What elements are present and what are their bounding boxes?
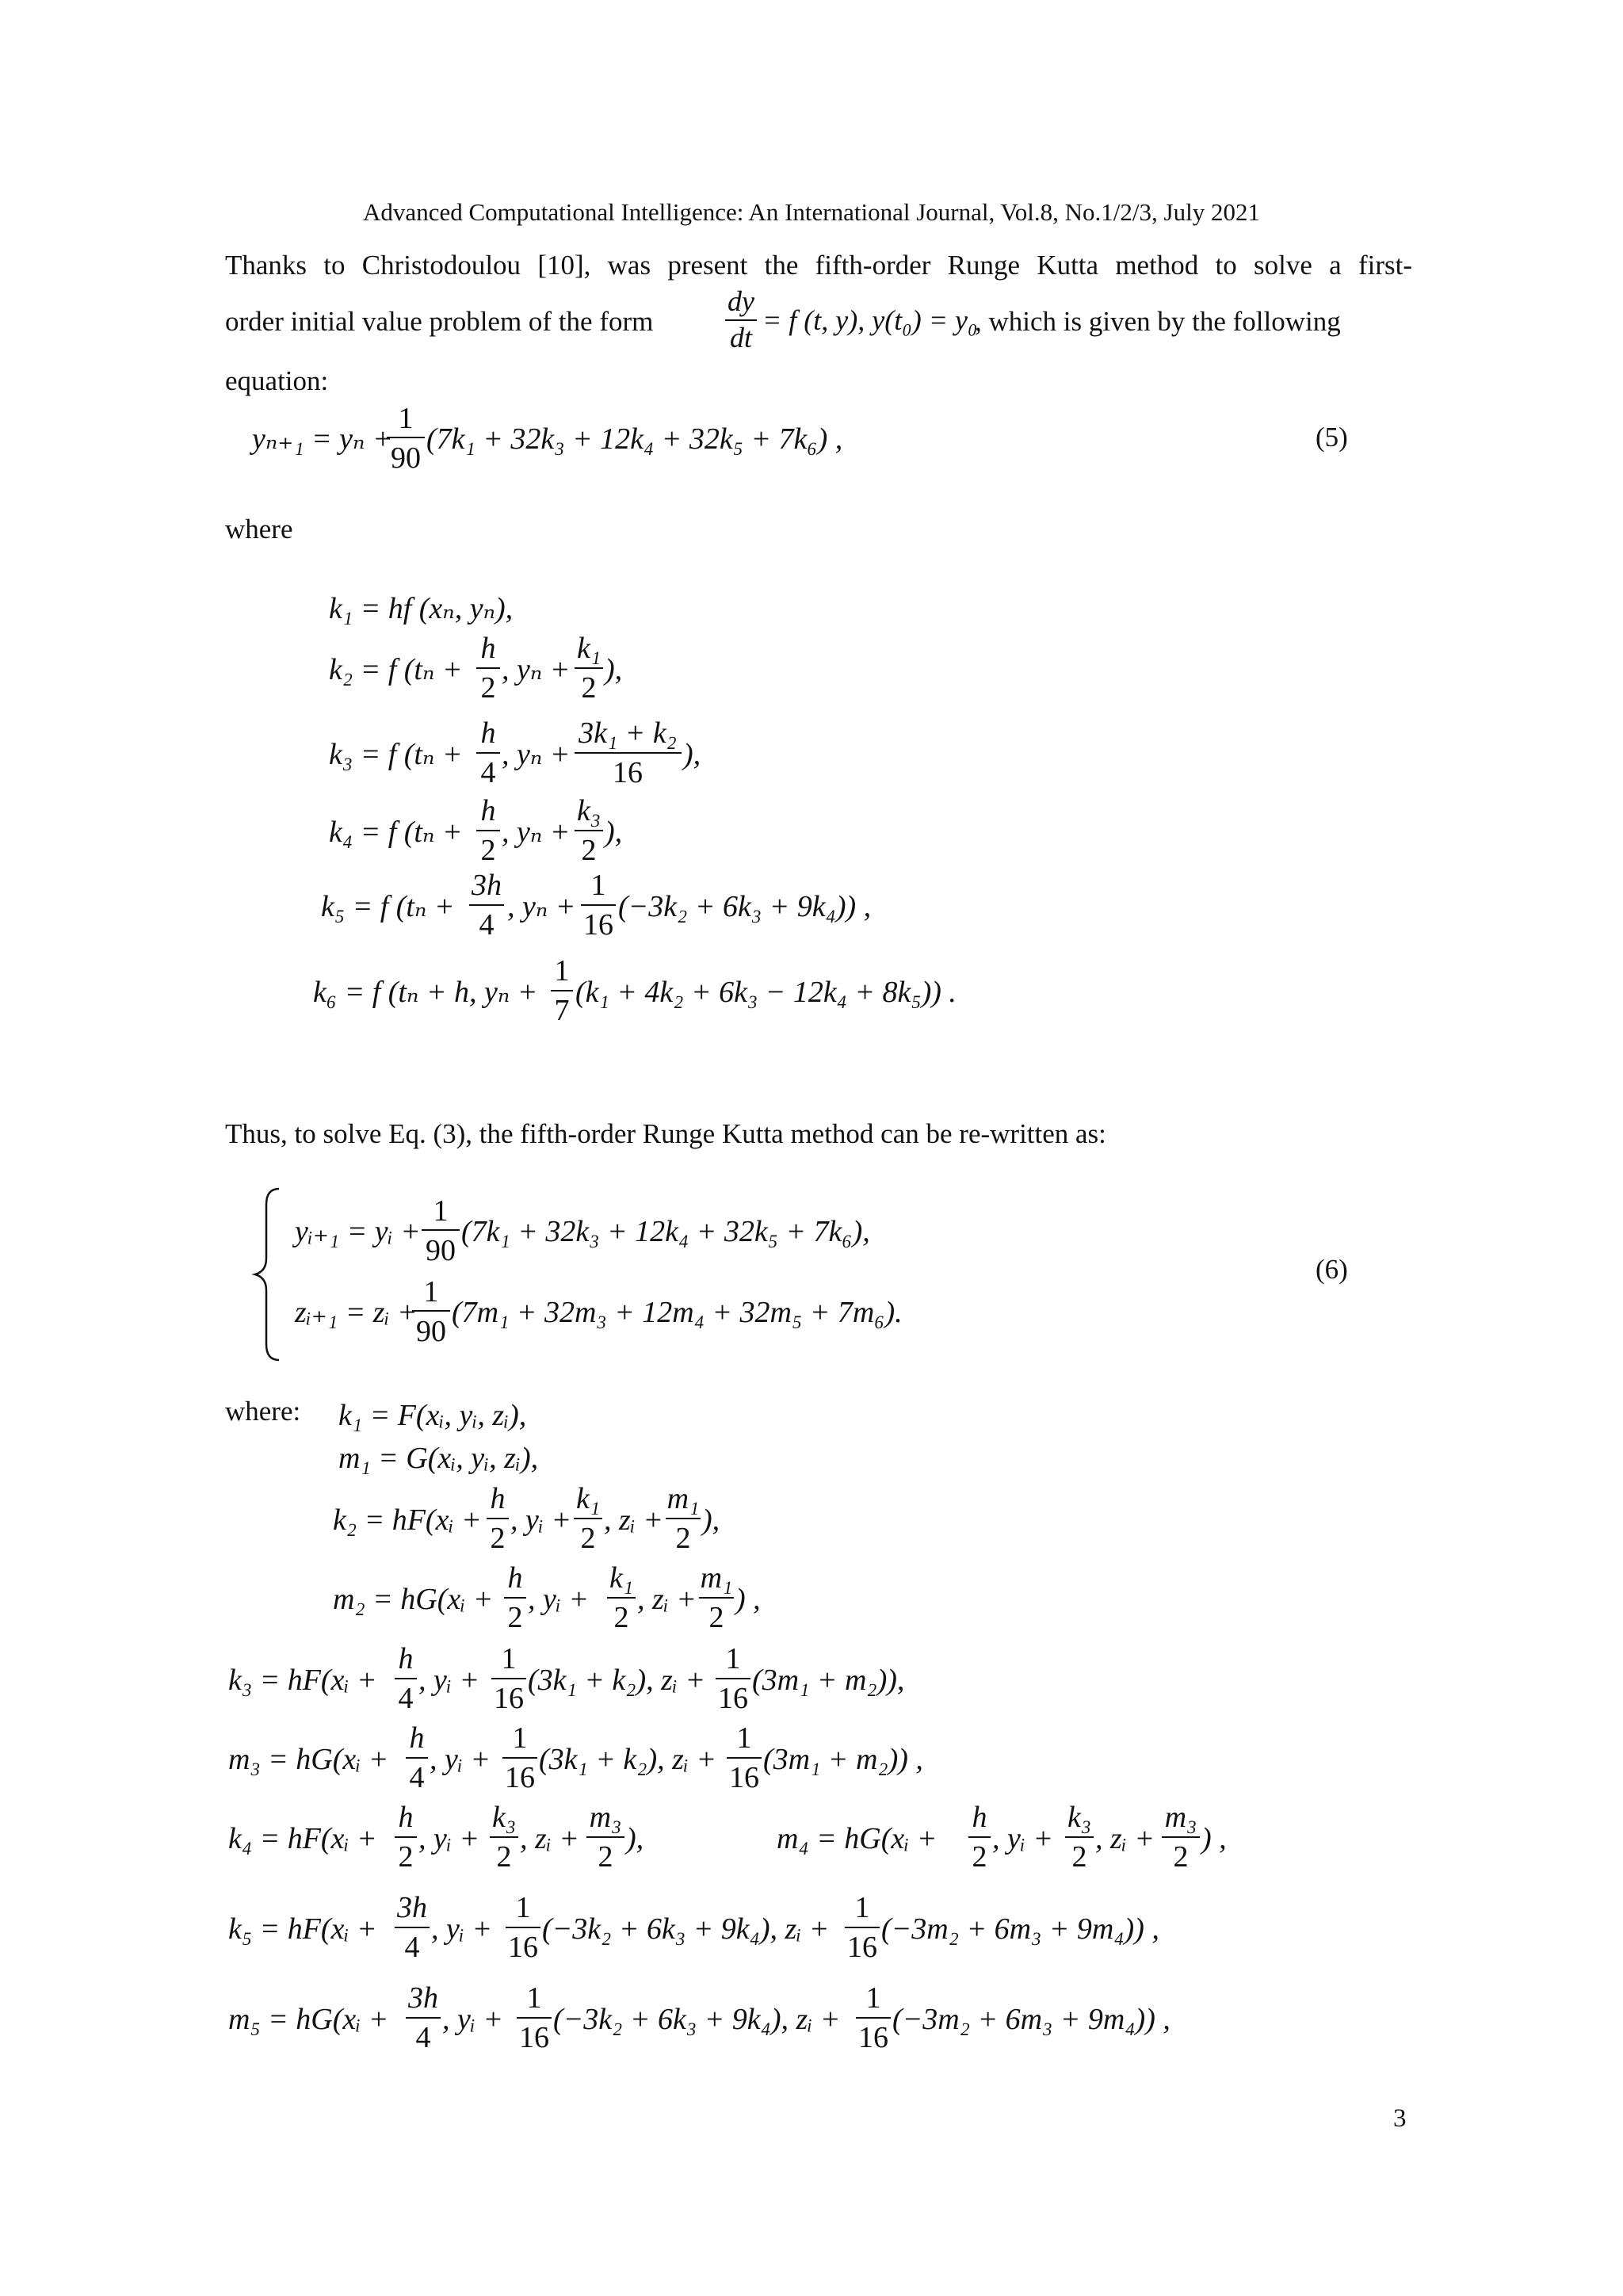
k4-mid: , yₙ + [502,816,571,849]
w-m3-lhs: m₃ = hG(xᵢ + [228,1743,389,1776]
w-k4-c-num: m₃ [589,1801,622,1834]
w-k4-a-num: h [398,1801,414,1834]
where-label: where [225,514,293,544]
page-number: 3 [1393,2104,1407,2133]
k4-a-num: h [480,794,496,827]
w-m3-b-num: 1 [512,1721,528,1755]
equation-5 [249,402,842,475]
eq6-y-rest: (7k₁ + 32k₃ + 12k₄ + 32k₅ + 7k₆), [461,1215,870,1248]
w-k3-end: (3m₁ + m₂)), [752,1664,905,1697]
w-k5-b-num: 1 [515,1891,531,1924]
w-k5-a-den: 4 [404,1931,420,1964]
w-k5-c-den: 16 [847,1931,877,1964]
w-k3-b-num: 1 [501,1642,517,1675]
w-k3-c-num: 1 [725,1642,741,1675]
k5-lhs: k₅ = f (tₙ + [321,890,455,923]
w-k3-mid1: , yᵢ + [418,1664,480,1697]
w-m3-b-den: 16 [505,1761,535,1794]
w-k4-lhs: k₄ = hF(xᵢ + [228,1822,377,1855]
equation-number-5: (5) [1316,422,1348,453]
w-k5-lhs: k₅ = hF(xᵢ + [228,1912,377,1946]
ivp-expression [725,285,978,353]
w-m4-b-den: 2 [1071,1840,1087,1874]
w-m2-b-num: k₁ [609,1561,634,1595]
k2-b-den: 2 [581,671,597,705]
intro-line-2a: order initial value problem of the form [225,306,654,337]
w-m3-a-den: 4 [409,1761,425,1794]
w-m4-c-den: 2 [1173,1840,1189,1874]
k6-b-den: 7 [554,994,570,1027]
equation-number-6: (6) [1316,1254,1348,1285]
intro-line-1: Thanks to Christodoulou [10], was present the fifth-order Runge Kutta method to solve a first- [225,250,1412,281]
k3-end: ), [683,738,701,771]
k3-b-num: 3k₁ + k₂ [579,716,677,750]
w-k3-a-den: 4 [398,1682,414,1715]
w-k4-mid2: , zᵢ + [520,1822,579,1855]
k-definitions [313,592,957,1027]
w-k3-c-den: 16 [718,1682,748,1715]
k2-a-den: 2 [480,671,496,705]
k2-mid: , yₙ + [502,653,571,686]
eq5-lhs: yₙ₊₁ = yₙ + [252,422,393,456]
w-m3-end: (3m₁ + m₂)) , [763,1743,923,1776]
where-definitions [228,1399,1227,2054]
k2-end: ), [605,653,623,686]
w-k5-c-num: 1 [854,1891,870,1924]
k2-b-num: k₁ [576,632,601,665]
intro-line-3: equation: [225,365,329,396]
w-m4-c-num: m₃ [1164,1801,1197,1834]
w-m5-lhs: m₅ = hG(xᵢ + [228,2003,389,2036]
w-k5-end: (−3m₂ + 6m₃ + 9m₄)) , [881,1912,1159,1946]
w-m3-c-num: 1 [736,1721,752,1755]
eq6-y-den: 90 [426,1234,456,1267]
w-m2-mid1: , yᵢ + [528,1583,590,1616]
w-m2-a-den: 2 [507,1601,523,1634]
w-k4-b-num: k₃ [491,1801,517,1834]
w-m2-end: ) , [735,1583,761,1616]
where-colon-label: where: [225,1396,301,1427]
k4-b-den: 2 [581,834,597,867]
w-m2-b-den: 2 [613,1601,629,1634]
w-m5-mid2: (−3k₂ + 6k₃ + 9k₄), zᵢ + [553,2003,841,2036]
w-k2-c-den: 2 [675,1522,691,1555]
equation-6 [255,1189,903,1360]
w-m2-a-num: h [507,1561,523,1595]
w-m5-c-num: 1 [865,1981,881,2015]
k6-b-num: 1 [554,954,570,988]
w-k4-b-den: 2 [496,1840,512,1874]
w-k4-c-den: 2 [598,1840,613,1874]
eq5-frac-den: 90 [391,441,421,475]
system-brace-icon [255,1189,279,1360]
w-k2-a-num: h [490,1482,506,1515]
k5-a-num: 3h [472,869,502,902]
w-k2-c-num: m₁ [666,1482,700,1515]
w-k2-end: ), [702,1503,720,1537]
w-k4-mid1: , yᵢ + [418,1822,480,1855]
k2-a-num: h [480,632,496,665]
w-m4-b-num: k₃ [1067,1801,1092,1834]
w-k5-mid2: (−3k₂ + 6k₃ + 9k₄), zᵢ + [542,1912,830,1946]
k3-mid: , yₙ + [502,738,571,771]
w-m4-lhs: m₄ = hG(xᵢ + [777,1822,938,1855]
k4-b-num: k₃ [576,794,601,827]
eq6-z-rest: (7m₁ + 32m₃ + 12m₄ + 32m₅ + 7m₆). [452,1296,903,1329]
w-m4-mid1: , yᵢ + [992,1822,1054,1855]
w-m5-b-num: 1 [526,1981,542,2015]
k4-end: ), [605,816,623,849]
w-m4-mid2: , zᵢ + [1095,1822,1155,1855]
eq6-y-num: 1 [433,1194,449,1228]
w-m5-a-num: 3h [408,1981,438,2015]
k6-end: (k₁ + 4k₂ + 6k₃ − 12k₄ + 8k₅)) . [575,976,957,1009]
k1-def: k₁ = hf (xₙ, yₙ), [329,592,514,625]
k3-lhs: k₃ = f (tₙ + [329,738,463,771]
k5-a-den: 4 [479,908,495,942]
intro-line-2b: , which is given by the following [975,306,1341,337]
eq6-y-lhs: yᵢ₊₁ = yᵢ + [295,1215,421,1248]
w-m2-c-num: m₁ [700,1561,733,1595]
eq6-z-num: 1 [423,1275,439,1308]
w-k2-a-den: 2 [490,1522,506,1555]
w-k5-mid1: , yᵢ + [431,1912,493,1946]
w-m2-lhs: m₂ = hG(xᵢ + [333,1583,494,1616]
w-k4-end: ), [626,1822,644,1855]
w-m5-a-den: 4 [415,2021,431,2054]
k5-b-num: 1 [590,869,606,902]
ivp-dt: dt [729,322,753,353]
w-k2-b-den: 2 [580,1522,596,1555]
thus-paragraph: Thus, to solve Eq. (3), the fifth-order Runge Kutta method can be re-written as: [225,1118,1106,1149]
w-k2-mid1: , yᵢ + [510,1503,572,1537]
k6-lhs: k₆ = f (tₙ + h, yₙ + [313,976,538,1009]
k5-b-den: 16 [583,908,613,942]
eq6-z-den: 90 [416,1315,446,1348]
w-m2-mid2: , zᵢ + [637,1583,697,1616]
w-k3-a-num: h [398,1642,414,1675]
k3-a-num: h [480,716,496,750]
k4-a-den: 2 [480,834,496,867]
k4-lhs: k₄ = f (tₙ + [329,816,463,849]
eq5-rest: (7k₁ + 32k₃ + 12k₄ + 32k₅ + 7k₆) , [426,422,843,456]
w-m3-mid2: (3k₁ + k₂), zᵢ + [539,1743,717,1776]
w-k2-mid2: , zᵢ + [604,1503,663,1537]
w-k2-lhs: k₂ = hF(xᵢ + [333,1503,482,1537]
k5-end: (−3k₂ + 6k₃ + 9k₄)) , [618,890,872,923]
w-m1: m₁ = G(xᵢ, yᵢ, zᵢ), [338,1442,539,1475]
k5-mid: , yₙ + [507,890,576,923]
k3-b-den: 16 [613,756,643,789]
w-m5-mid1: , yᵢ + [442,2003,504,2036]
w-m3-a-num: h [409,1721,425,1755]
w-k2-b-num: k₁ [575,1482,601,1515]
w-k3-b-den: 16 [494,1682,524,1715]
w-k5-b-den: 16 [508,1931,538,1964]
w-m4-a-den: 2 [972,1840,987,1874]
k3-a-den: 4 [480,756,496,789]
w-m5-end: (−3m₂ + 6m₃ + 9m₄)) , [892,2003,1170,2036]
running-header: Advanced Computational Intelligence: An International Journal, Vol.8, No.1/2/3, July 2021 [363,198,1260,226]
eq6-z-lhs: zᵢ₊₁ = zᵢ + [295,1296,418,1329]
w-k5-a-num: 3h [397,1891,427,1924]
w-k4-a-den: 2 [398,1840,414,1874]
w-m2-c-den: 2 [708,1601,724,1634]
ivp-rhs: = f (t, y), y(t₀) = y₀ [762,304,978,336]
w-k3-mid2: (3k₁ + k₂), zᵢ + [528,1664,706,1697]
w-m4-end: ) , [1201,1822,1227,1855]
w-m3-mid1: , yᵢ + [430,1743,491,1776]
w-m4-a-num: h [972,1801,987,1834]
w-k1: k₁ = F(xᵢ, yᵢ, zᵢ), [338,1399,527,1432]
w-k3-lhs: k₃ = hF(xᵢ + [228,1664,377,1697]
eq5-frac-num: 1 [398,402,414,435]
ivp-dy: dy [727,285,754,317]
w-m5-c-den: 16 [858,2021,888,2054]
w-m3-c-den: 16 [729,1761,759,1794]
w-m5-b-den: 16 [519,2021,549,2054]
k2-lhs: k₂ = f (tₙ + [329,653,463,686]
